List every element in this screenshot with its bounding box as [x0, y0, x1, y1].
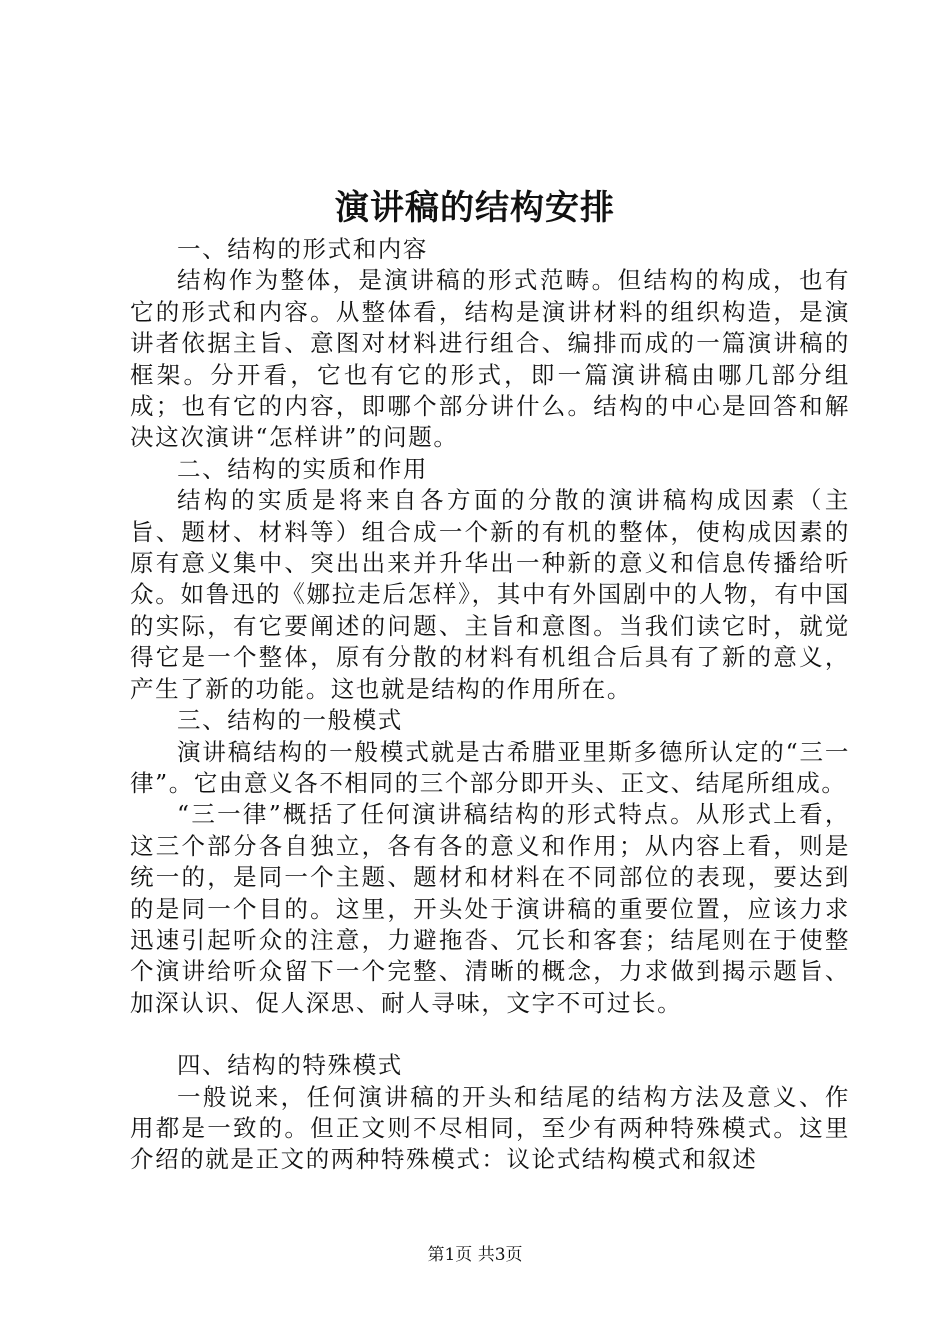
section-heading-2: 二、结构的实质和作用: [177, 454, 428, 483]
page-footer: 第1页 共3页: [427, 1245, 523, 1265]
section-heading-4: 四、结构的特殊模式: [177, 1051, 403, 1080]
section-heading-1: 一、结构的形式和内容: [177, 235, 428, 263]
paragraph-1: 结构作为整体，是演讲稿的形式范畴。但结构的构成，也有它的形式和内容。从整体看，结构是演讲材料的组织构造，是演讲者依据主旨、意图对材料进行组合、编排而成的一篇演讲稿的框架。分开看，它也有它的形式，即一篇演讲稿由哪几部分组成；也有它的内容，即哪个部分讲什么。结构的中心是回答和解决这次演讲“怎样讲”的问题。: [130, 266, 850, 452]
paragraph-2: 结构的实质是将来自各方面的分散的演讲稿构成因素（主旨、题材、材料等）组合成一个新的有机的整体，使构成因素的原有意义集中、突出出来并升华出一种新的意义和信息传播给听众。如鲁迅的《娜拉走后怎样》，其中有外国剧中的人物，有中国的实际，有它要阐述的问题、主旨和意图。当我们读它时，就觉得它是一个整体，原有分散的材料有机组合后具有了新的意义，产生了新的功能。这也就是结构的作用所在。: [130, 486, 850, 703]
document-body: [130, 234, 850, 1176]
document-title: 演讲稿的结构安排: [335, 188, 615, 228]
paragraph-3: 演讲稿结构的一般模式就是古希腊亚里斯多德所认定的“三一律”。它由意义各不相同的三个部分即开头、正文、结尾所组成。: [130, 737, 850, 797]
paragraph-5: 一般说来，任何演讲稿的开头和结尾的结构方法及意义、作用都是一致的。但正文则不尽相同，至少有两种特殊模式。这里介绍的就是正文的两种特殊模式：议论式结构模式和叙述: [130, 1082, 850, 1174]
section-heading-3: 三、结构的一般模式: [177, 706, 403, 735]
paragraph-4: “三一律”概括了任何演讲稿结构的形式特点。从形式上看，这三个部分各自独立，各有各的意义和作用；从内容上看，则是统一的，是同一个主题、题材和材料在不同部位的表现，要达到的是同一个目的。这里，开头处于演讲稿的重要位置，应该力求迅速引起听众的注意，力避拖沓、冗长和客套；结尾则在于使整个演讲给听众留下一个完整、清晰的概念，力求做到揭示题旨、加深认识、促人深思、耐人寻味，文字不可过长。: [130, 800, 850, 1017]
